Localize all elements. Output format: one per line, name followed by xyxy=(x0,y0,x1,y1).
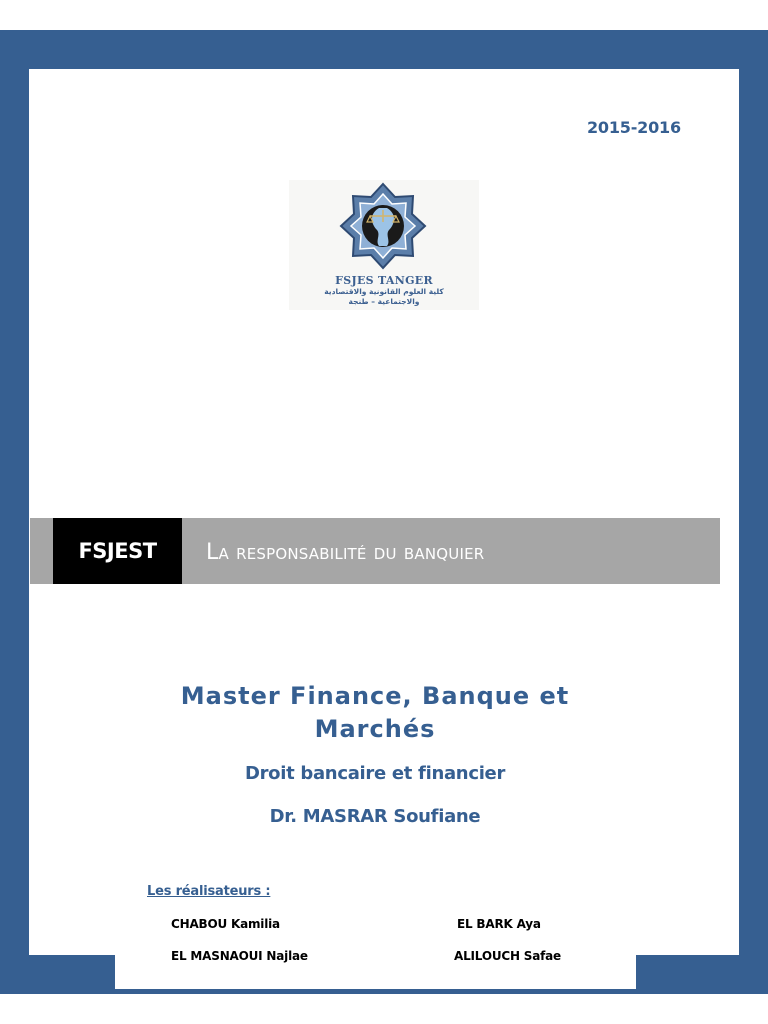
author-name: EL MASNAOUI Najlae xyxy=(171,949,308,963)
title-banner xyxy=(30,518,720,584)
author-name: EL BARK Aya xyxy=(457,917,541,931)
professor-name: Dr. MASRAR Soufiane xyxy=(269,806,481,827)
course-name: Droit bancaire et financier xyxy=(244,763,506,784)
school-name: FSJES TANGER xyxy=(335,274,433,287)
banner-code: FSJEST xyxy=(53,518,182,584)
program-title: Master Finance, Banque et Marchés xyxy=(180,682,570,743)
author-name: ALILOUCH Safae xyxy=(454,949,561,963)
document-title: La responsabilité du banquier xyxy=(206,540,485,565)
school-logo xyxy=(289,180,479,310)
school-name-arabic-line-2: والاجتماعية – طنجة xyxy=(348,297,420,306)
authors-heading: Les réalisateurs : xyxy=(147,884,271,899)
banner-left-strip xyxy=(30,518,53,584)
author-name: CHABOU Kamilia xyxy=(171,917,280,931)
school-name-arabic-line-1: كلية العلوم القانونية والاقتصادية xyxy=(324,287,444,296)
emblem-icon xyxy=(289,180,479,272)
academic-year: 2015-2016 xyxy=(587,118,681,137)
